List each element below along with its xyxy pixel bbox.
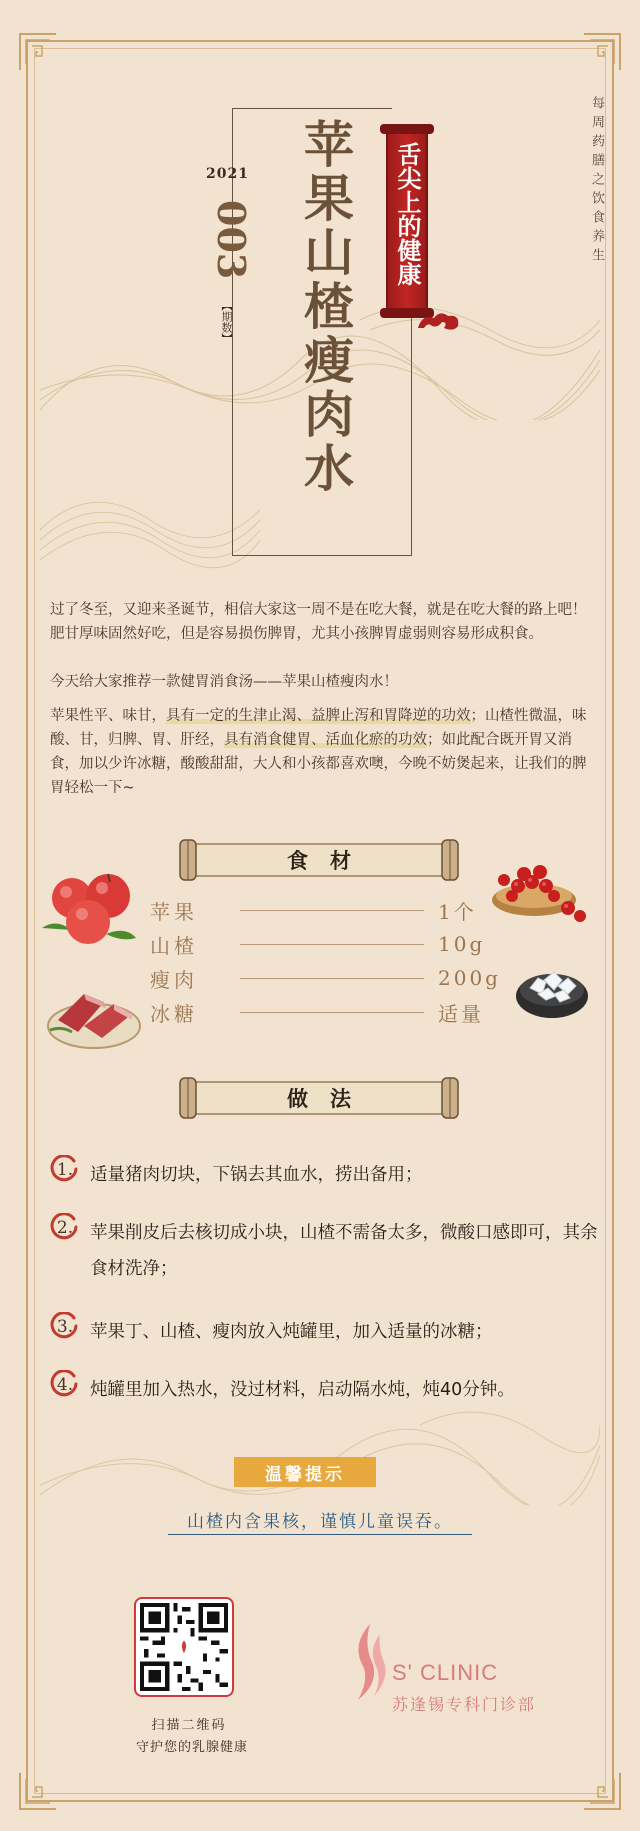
step-number-label: 1. [56,1160,74,1180]
ingredient-name: 冰糖 [150,1001,198,1026]
side-motto: 每周药膳之饮食养生 [589,96,604,267]
efficacy-text: 苹果性平、味甘， [50,708,166,724]
banner-text: 舌尖上的健康 [393,142,422,286]
ingredient-leader-line [240,944,424,945]
clinic-logo-icon [340,1620,390,1708]
ingredient-quantity: 10g [438,932,486,956]
corner-ornament-icon [580,30,624,74]
highlight-hawthorn-efficacy: 具有消食健胃、活血化瘀的功效 [224,732,427,748]
ingredient-row [150,930,502,958]
ingredients-heading [176,838,462,882]
ingredient-leader-line [240,978,424,979]
step-number [50,1370,80,1400]
ingredient-name: 瘦肉 [150,967,198,992]
qr-caption: 扫描二维码 [151,1718,227,1733]
step-number [50,1155,80,1185]
step-number [50,1213,80,1243]
ingredient-leader-line [240,910,424,911]
ingredient-name: 苹果 [150,899,198,924]
efficacy-text: ；如此配合既开胃又消食，加以少许冰糖，酸酸甜甜，大人和小孩都喜欢噢，今晚不妨煲起来，让我们的脾胃轻松一下~ [50,732,587,796]
qr-caption: 守护您的乳腺健康 [135,1740,248,1755]
ingredient-quantity: 适量 [438,1001,484,1026]
ingredients-heading-label: 食材 [287,848,373,873]
ingredient-row [150,896,502,924]
step-text: 适量猪肉切块，下锅去其血水，捞出备用； [90,1165,423,1185]
red-banner [380,122,434,318]
year: 2021 [206,166,249,182]
corner-ornament-icon [16,1769,60,1813]
ingredient-leader-line [240,1012,424,1013]
highlight-apple-efficacy: 具有一定的生津止渴、益脾止泻和胃降逆的功效 [166,708,471,724]
step-number-label: 2. [56,1218,74,1238]
step-number-label: 4. [56,1375,74,1395]
ingredient-row [150,964,502,992]
step-text: 苹果丁、山楂、瘦肉放入炖罐里，加入适量的冰糖； [90,1322,493,1342]
ingredient-row [150,998,502,1026]
corner-ornament-icon [580,1769,624,1813]
lean-pork-icon [44,986,142,1052]
qr-code-icon [140,1603,228,1691]
step-text: 炖罐里加入热水，没过材料，启动隔水炖，炖40分钟。 [90,1380,515,1400]
step-text: 苹果削皮后去核切成小块，山楂不需备太多，微酸口感即可，其余食材洗净； [90,1223,598,1279]
issue-number: 003 [209,200,254,280]
method-heading [176,1076,462,1120]
qr-code[interactable] [134,1597,234,1697]
apples-icon [36,868,140,950]
step-number [50,1312,80,1342]
clinic-subtitle: 苏逢锡专科门诊部 [392,1695,537,1714]
step-number-label: 3. [56,1317,74,1337]
efficacy-text: ；山楂性微温，味酸、甘，归脾、胃、肝经， [50,708,587,748]
intro-recommendation: 今天给大家推荐一款健胃消食汤——苹果山楂瘦肉水！ [50,674,398,690]
ingredient-quantity: 200g [438,966,501,990]
ingredient-quantity: 1个 [438,899,477,924]
method-heading-label: 做法 [287,1086,373,1111]
page-title: 苹果山楂瘦肉水 [296,118,355,496]
tip-badge: 温馨提示 [234,1457,376,1487]
efficacy-paragraph [50,704,590,800]
cloud-swirl-icon [414,308,464,336]
intro-paragraph: 过了冬至，又迎来圣诞节，相信大家这一周不是在吃大餐，就是在吃大餐的路上吧！肥甘厚味固然好吃，但是容易损伤脾胃，尤其小孩脾胃虚弱则容易形成积食。 [50,602,587,642]
tip-text: 山楂内含果核，谨慎儿童误吞。 [168,1507,472,1535]
ingredient-name: 山楂 [150,933,198,958]
clinic-name: S' CLINIC [392,1660,499,1685]
corner-ornament-icon [16,30,60,74]
issue-label: 【期数】 [220,300,233,344]
rock-sugar-icon [512,960,592,1022]
